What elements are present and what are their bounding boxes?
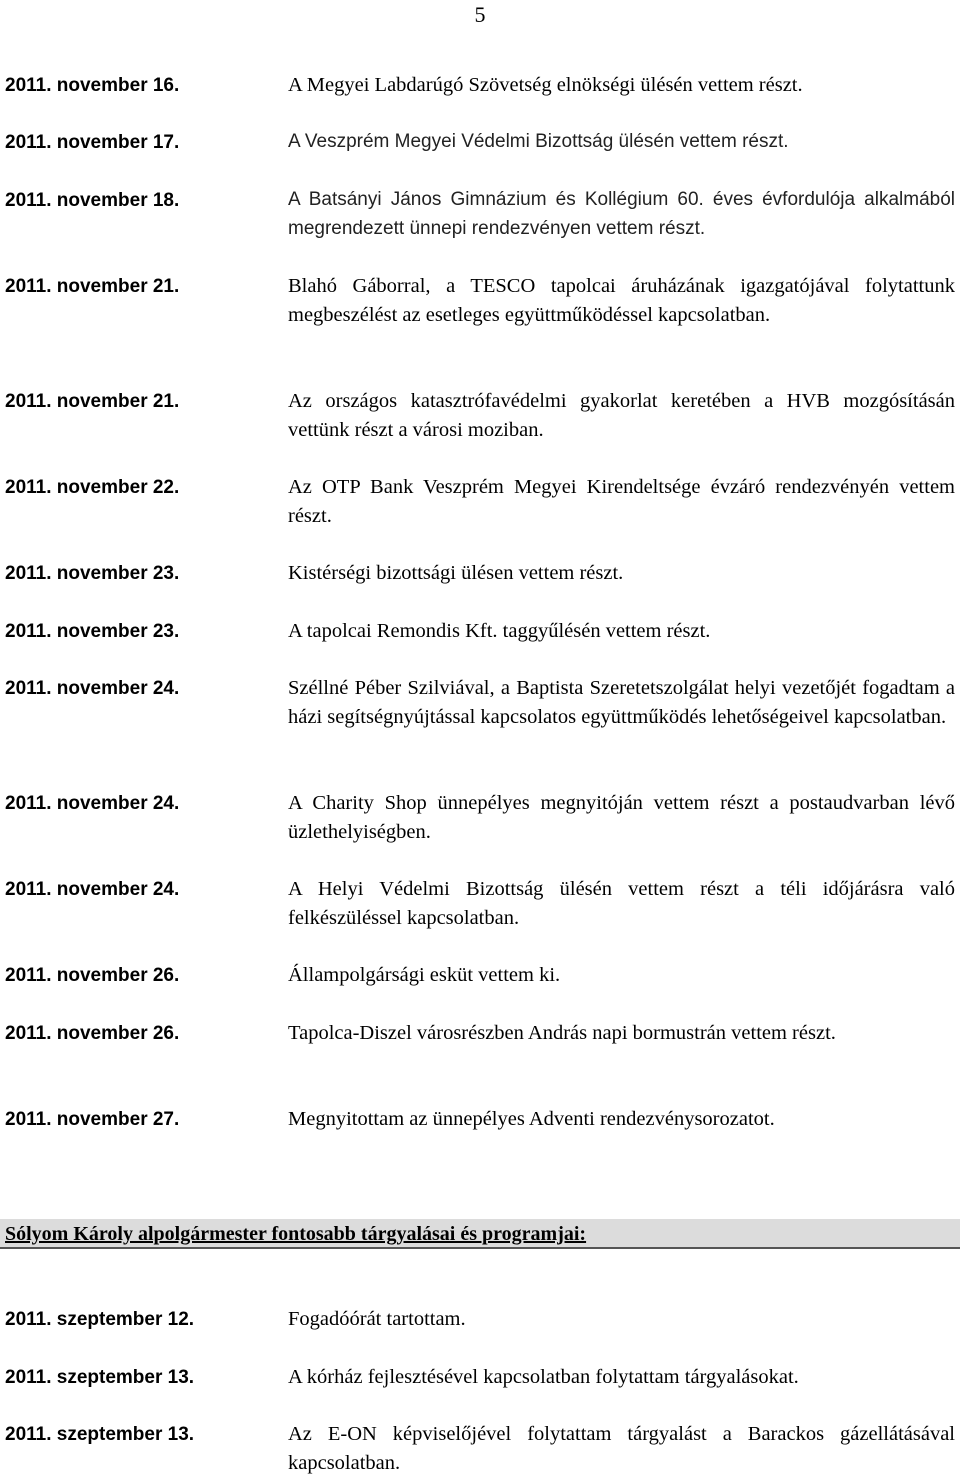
entry-text: A Batsányi János Gimnázium és Kollégium 60. éves évfordulója alkalmából megrendezett ünnepi rendezvényen vettem részt. bbox=[288, 189, 955, 239]
entry-date: 2011. szeptember 12. bbox=[5, 1309, 195, 1330]
entry-date: 2011. november 17. bbox=[5, 132, 180, 153]
entry-date: 2011. november 23. bbox=[5, 621, 180, 642]
list-item bbox=[0, 674, 960, 731]
entry-date: 2011. november 24. bbox=[5, 793, 180, 814]
section-heading bbox=[0, 1219, 960, 1249]
entry-date: 2011. szeptember 13. bbox=[5, 1424, 195, 1445]
list-item bbox=[0, 617, 960, 646]
list-item bbox=[0, 559, 960, 588]
entry-date: 2011. november 21. bbox=[5, 276, 180, 297]
entry-date: 2011. november 24. bbox=[5, 678, 180, 699]
list-item bbox=[0, 961, 960, 990]
list-item bbox=[0, 186, 960, 243]
list-item bbox=[0, 875, 960, 932]
entry-date: 2011. november 27. bbox=[5, 1109, 180, 1130]
list-item bbox=[0, 789, 960, 846]
entry-text: Az országos katasztrófavédelmi gyakorlat keretében a HVB mozgósításán vettünk részt a városi moziban. bbox=[288, 390, 955, 441]
entry-text: Az E-ON képviselőjével folytattam tárgyalást a Barackos gázellátásával kapcsolatban. bbox=[288, 1423, 955, 1474]
entry-date: 2011. november 26. bbox=[5, 965, 180, 986]
list-item bbox=[0, 1420, 960, 1477]
entry-text: Kistérségi bizottsági ülésen vettem részt. bbox=[288, 562, 624, 584]
entry-text: A kórház fejlesztésével kapcsolatban folytattam tárgyalásokat. bbox=[288, 1366, 799, 1388]
entry-text: Tapolca-Diszel városrészben András napi bormustrán vettem részt. bbox=[288, 1022, 836, 1044]
entry-text: A Helyi Védelmi Bizottság ülésén vettem részt a téli időjárásra való felkészüléssel kapcsolatban. bbox=[288, 878, 955, 929]
entry-text: Megnyitottam az ünnepélyes Adventi rendezvénysorozatot. bbox=[288, 1108, 775, 1130]
list-item bbox=[0, 71, 960, 100]
entry-date: 2011. szeptember 13. bbox=[5, 1367, 195, 1388]
entry-text: Fogadóórát tartottam. bbox=[288, 1308, 466, 1330]
entry-text: Állampolgársági esküt vettem ki. bbox=[288, 964, 561, 986]
entry-date: 2011. november 21. bbox=[5, 391, 180, 412]
list-item bbox=[0, 128, 960, 157]
list-item bbox=[0, 473, 960, 530]
entry-date: 2011. november 26. bbox=[5, 1023, 180, 1044]
entry-text: Blahó Gáborral, a TESCO tapolcai áruházának igazgatójával folytattunk megbeszélést az esetleges együttműködéssel kapcsolatban. bbox=[288, 275, 955, 326]
list-item bbox=[0, 1305, 960, 1334]
list-item bbox=[0, 387, 960, 444]
entry-date: 2011. november 24. bbox=[5, 879, 180, 900]
entry-text: Az OTP Bank Veszprém Megyei Kirendeltsége évzáró rendezvényén vettem részt. bbox=[288, 476, 955, 527]
list-item bbox=[0, 1105, 960, 1134]
entry-text: Széllné Péber Szilviával, a Baptista Szeretetszolgálat helyi vezetőjét fogadtam a házi segítségnyújtással kapcsolatos együttműködés lehetőségeivel kapcsolatban. bbox=[288, 677, 955, 728]
list-item bbox=[0, 1363, 960, 1392]
entry-text: A Megyei Labdarúgó Szövetség elnökségi ülésén vettem részt. bbox=[288, 74, 803, 96]
entry-date: 2011. november 22. bbox=[5, 477, 180, 498]
entry-date: 2011. november 18. bbox=[5, 190, 180, 211]
section-heading-text: Sólyom Károly alpolgármester fontosabb tárgyalásai és programjai: bbox=[5, 1223, 587, 1245]
page-number: 5 bbox=[474, 2, 486, 27]
entry-text: A tapolcai Remondis Kft. taggyűlésén vettem részt. bbox=[288, 620, 711, 642]
entry-text: A Veszprém Megyei Védelmi Bizottság ülésén vettem részt. bbox=[288, 131, 789, 152]
entry-date: 2011. november 16. bbox=[5, 75, 180, 96]
list-item bbox=[0, 1019, 960, 1048]
entry-text: A Charity Shop ünnepélyes megnyitóján vettem részt a postaudvarban lévő üzlethelyiségben. bbox=[288, 792, 955, 843]
entry-date: 2011. november 23. bbox=[5, 563, 180, 584]
list-item bbox=[0, 272, 960, 329]
